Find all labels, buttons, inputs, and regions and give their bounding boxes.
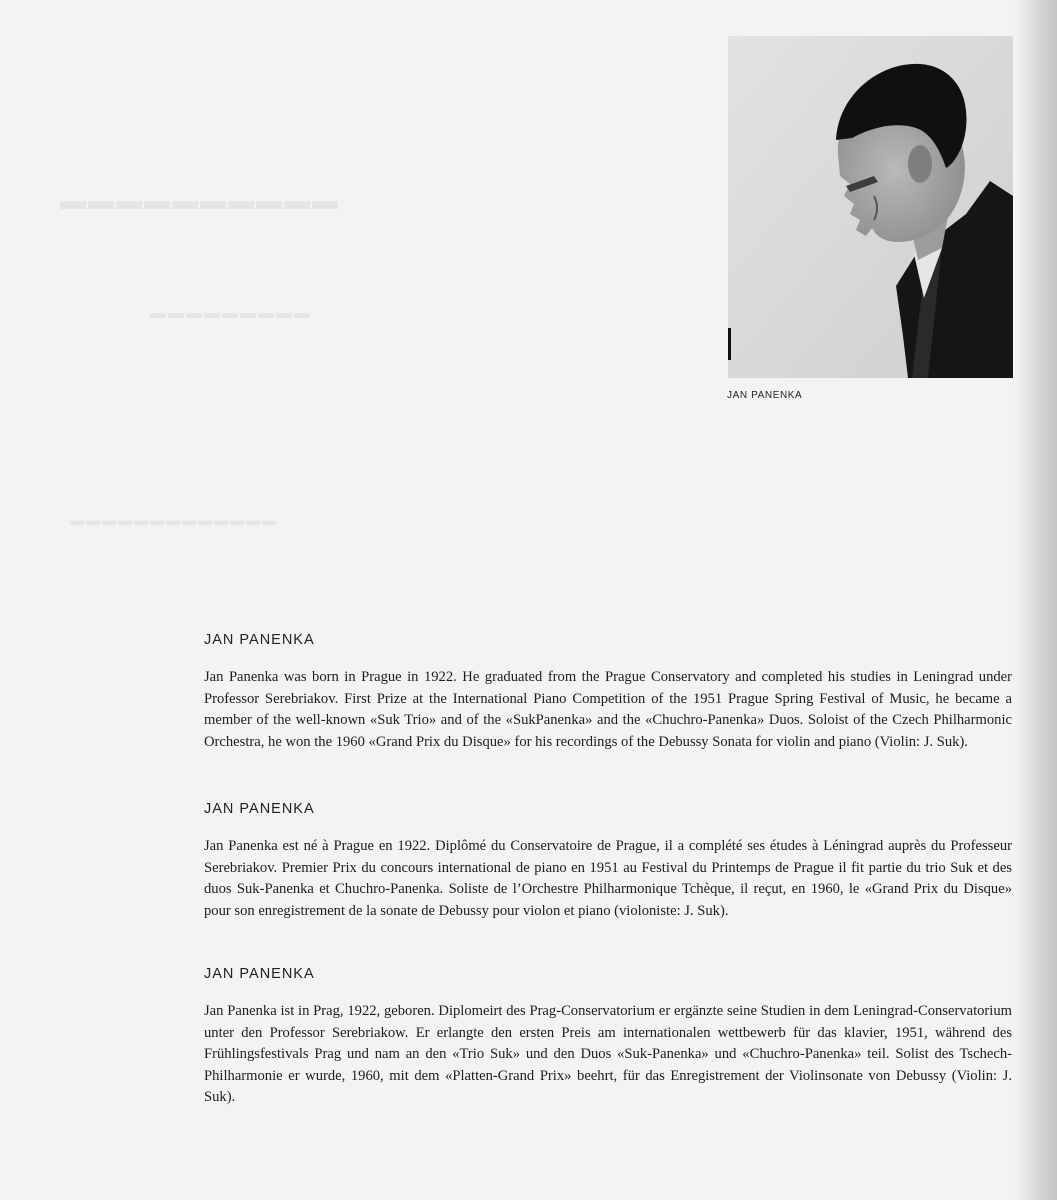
show-through-bleed: ▬▬▬▬▬▬▬▬▬ <box>150 305 312 322</box>
show-through-bleed: ▬▬▬▬▬▬▬▬▬▬ <box>60 185 340 215</box>
portrait-illustration <box>728 36 1013 378</box>
section-heading: JAN PANENKA <box>204 966 315 982</box>
portrait-photo <box>728 36 1013 378</box>
bio-section-german <box>204 966 1012 1109</box>
bio-section-french <box>204 801 1012 922</box>
section-heading: JAN PANENKA <box>204 801 315 817</box>
biography-paragraph: Jan Panenka ist in Prag, 1922, geboren. Diplomeirt des Prag-Conservatorium er ergänzte seine Studien in dem Leningrad-Conservatorium unter den Professor Serebriakow. Er erlangte den ersten Preis am internationalen wettbewerb für das klavier, 1951, während des Frühlingsfestivals Prag und nam an den «Trio Suk» und den Duos «Suk-Panenka» und «Chuchro-Panenka» teil. Solist des Tschech-Philharmonie er wurde, 1960, mit dem «Platten-Grand Prix» beehrt, für das Enregistrement der Violinsonate von Debussy (Violin: J. Suk). <box>204 1003 1012 1106</box>
bio-section-english <box>204 632 1012 753</box>
show-through-bleed: ▬▬▬▬▬▬▬▬▬▬▬▬▬ <box>70 512 278 528</box>
photo-caption: JAN PANENKA <box>727 390 803 401</box>
biography-paragraph: Jan Panenka est né à Prague en 1922. Diplômé du Conservatoire de Prague, il a complété ses études à Léningrad auprès du Professeur Serebriakov. Premier Prix du concours international de piano en 1951 au Festival du Printemps de Prague il fit partie du trio Suk et des duos Suk-Panenka et Chuchro-Panenka. Soliste de l’Orchestre Philharmonique Tchèque, il reçut, en 1960, le «Grand Prix du Disque» pour son enregistrement de la sonate de Debussy pour violon et piano (violoniste: J. Suk). <box>204 838 1012 919</box>
page-edge-shadow <box>1015 0 1057 1200</box>
section-heading: JAN PANENKA <box>204 632 315 648</box>
biography-paragraph: Jan Panenka was born in Prague in 1922. He graduated from the Prague Conservatory and completed his studies in Leningrad under Professor Serebriakov. First Prize at the International Piano Competition of the 1951 Prague Spring Festival of Music, he became a member of the well-known «Suk Trio» and of the «SukPanenka» and the «Chuchro-Panenka» Duos. Soloist of the Czech Philharmonic Orchestra, he won the 1960 «Grand Prix du Disque» for his recordings of the Debussy Sonata for violin and piano (Violin: J. Suk). <box>204 669 1012 750</box>
